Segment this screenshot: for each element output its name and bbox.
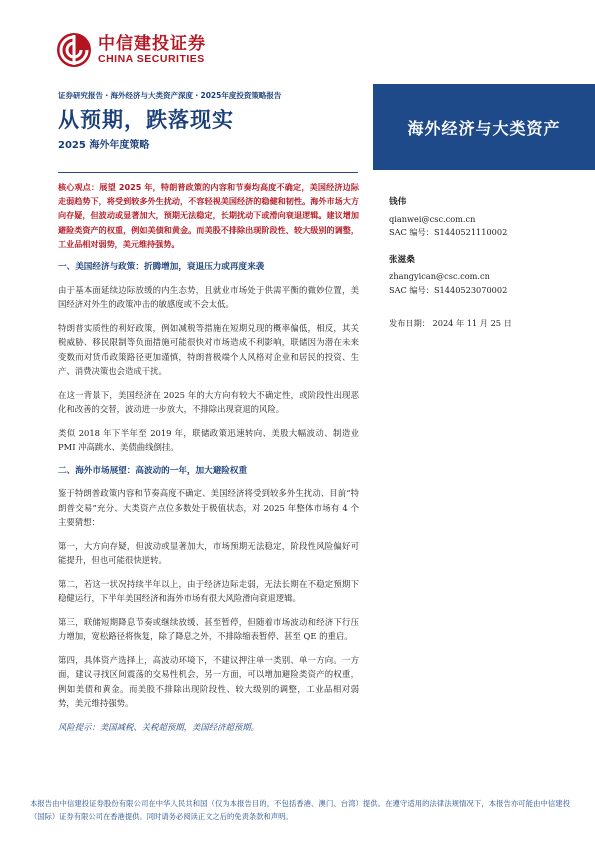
category-banner: [373, 84, 595, 170]
page-title: 从预期，跌落现实: [58, 108, 234, 132]
brand-name-en: CHINA SECURITIES: [98, 52, 205, 65]
paragraph: 第三，联储短期降息节奏或继续放缓、甚至暂停，但随着市场波动和经济下行压力增加，宽松路径将恢复，除了降息之外，不排除缩表暂停、甚至 QE 的重启。: [58, 616, 359, 642]
paragraph: 第四，具体资产选择上，高波动环境下，不建议押注单一类别、单一方向。一方面，建议寻找区间震荡的交易性机会，另一方面，可以增加避险类资产的权重，例如美债和黄金。而美股不排除出现阶段性、较大级别的调整，工业品相对弱势，美元维持强势。: [58, 654, 359, 709]
brand-name-cn: 中信建投证券: [98, 33, 206, 54]
paragraph: 在这一背景下，美国经济在 2025 年的大方向有较大不确定性，或阶段性出现恶化和改善的交替，波动进一步放大，不排除出现衰退的风险。: [58, 389, 359, 415]
risk-note: 风险提示：美国减税、关税超预期，美国经济超预期。: [58, 721, 259, 732]
disclaimer-footer: 本报告由中信建投证券股份有限公司在中华人民共和国（仅为本报告目的，不包括香港、澳门、台湾）提供。在遵守适用的法律法规情况下，本报告亦可能由中信建投（国际）证券有限公司在香港提供。同时请务必阅读正文之后的免责条款和声明。: [30, 799, 570, 821]
paragraph: 类似 2018 年下半年至 2019 年，联储政策迅速转向、美股大幅波动、制造业 PMI 冲高跳水、美债曲线倒挂。: [58, 427, 359, 453]
paragraph: 鉴于特朗普政策内容和节奏高度不确定、美国经济将受到较多外生扰动、目前“特朗普交易”充分、大类资产点位多数处于极值状态，对 2025 年整体市场有 4 个主要猜想：: [58, 488, 359, 528]
paragraph: 第一，大方向存疑，但波动或显著加大，市场预期无法稳定，阶段性风险偏好可能提升，但也可能很快逆转。: [58, 540, 359, 566]
analyst-card: [389, 196, 569, 240]
analyst-panel: [389, 196, 569, 331]
analyst-name: 张滋桑: [389, 254, 415, 265]
header-divider: [58, 172, 358, 173]
category-banner-label: 海外经济与大类资产: [407, 118, 561, 138]
paragraph: 特朗普实质性的利好政策，例如减税等措施在短期兑现的概率偏低，相反，其关税威胁、移民限制等负面措施可能很快对市场造成不利影响，联储因为潜在未来变数而对货币政策路径更加谨慎，特朗普极端个人风格对企业和居民的投资、生产、消费决策也会造成干扰。: [58, 322, 359, 377]
paragraph: 第二，若这一状况持续半年以上，由于经济边际走弱，无法长期在不稳定预期下稳健运行，下半年美国经济和海外市场有很大风险滑向衰退逻辑。: [58, 578, 359, 604]
main-content: [58, 180, 359, 743]
analyst-sac: SAC 编号：S1440523070002: [389, 284, 508, 295]
core-view: 核心观点：展望 2025 年，特朗普政策的内容和节奏均高度不确定，美国经济边际走弱趋势下，将受到较多外生扰动，不容轻视美国经济的稳健和韧性。海外市场大方向存疑，但波动或显著加大，预期无法稳定，长期扰动下或滑向衰退逻辑。建议增加避险类资产的权重，例如美债和黄金。而美股不排除出现阶段性、较大级别的调整，工业品相对弱势，美元维持强势。: [58, 182, 359, 249]
section-heading: 一、美国经济与政策：折腾增加，衰退压力或再度来袭: [58, 262, 265, 273]
analyst-name: 钱伟: [389, 197, 407, 207]
section-heading: 二、海外市场展望：高波动的一年，加大避险权重: [58, 465, 248, 476]
page-subtitle: 2025 海外年度策略: [58, 140, 150, 151]
analyst-sac: SAC 编号：S1440521110002: [389, 227, 508, 237]
paragraph: 由于基本面延续边际放缓的内生态势，且就业市场处于供需平衡的微妙位置，美国经济对外生的政策冲击的敏感度或不会太低。: [58, 284, 359, 310]
analyst-card: [389, 254, 569, 298]
analyst-email[interactable]: zhangyican@csc.com.cn: [389, 271, 490, 281]
publish-date: 发布日期： 2024 年 11 月 25 日: [389, 318, 512, 328]
brand-logo: [56, 30, 216, 70]
analyst-email[interactable]: qianwei@csc.com.cn: [389, 213, 476, 224]
csc-logo-icon: [56, 32, 92, 68]
breadcrumb: 证券研究报告・海外经济与大类资产深度・2025年度投资策略报告: [58, 91, 282, 100]
